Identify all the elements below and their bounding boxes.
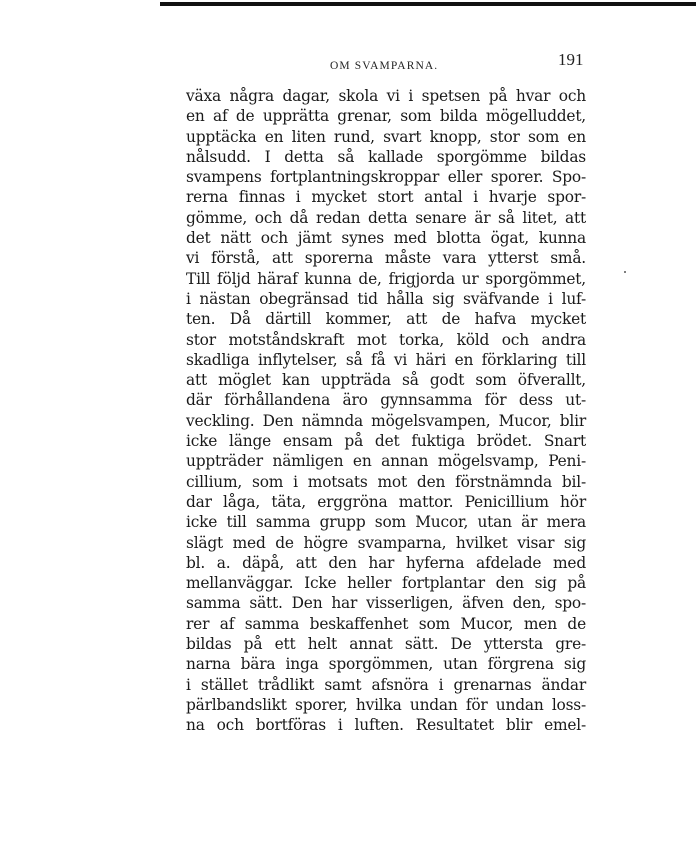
text-line: uppträder nämligen en annan mögelsvamp, Peni- xyxy=(186,452,586,471)
text-line: narna bära inga sporgömmen, utan förgrena sig xyxy=(186,655,586,674)
text-line: icke till samma grupp som Mucor, utan är mera xyxy=(186,513,586,532)
top-rule xyxy=(160,2,696,6)
text-line: stor motståndskraft mot torka, köld och andra xyxy=(186,330,586,349)
page-number: 191 xyxy=(558,50,584,69)
text-line: rerna finnas i mycket stort antal i hvarje spor- xyxy=(186,188,586,207)
text-line: bildas på ett helt annat sätt. De yttersta gre- xyxy=(186,635,586,654)
text-line: gömme, och då redan detta senare är så litet, att xyxy=(186,208,586,227)
text-line: mellanväggar. Icke heller fortplantar den sig på xyxy=(186,574,586,593)
text-line: växa några dagar, skola vi i spetsen på hvar och xyxy=(186,87,586,105)
text-line: bl. a. däpå, att den har hyferna afdelade med xyxy=(186,553,586,572)
body-text xyxy=(186,86,586,736)
text-line: i stället trådlikt samt afsnöra i grenarnas ändar xyxy=(186,675,586,694)
text-line: nålsudd. I detta så kallade sporgömme bildas xyxy=(186,147,586,166)
text-line: i nästan obegränsad tid hålla sig sväfvande i luf- xyxy=(186,289,586,308)
text-line: upptäcka en liten rund, svart knopp, stor som en xyxy=(186,127,586,146)
stray-mark xyxy=(624,271,626,273)
text-line: icke länge ensam på det fuktiga brödet. Snart xyxy=(186,432,586,451)
text-line: na och bortföras i luften. Resultatet blir emel- xyxy=(186,716,586,735)
text-line: att möglet kan uppträda så godt som öfverallt, xyxy=(186,371,586,390)
text-line: samma sätt. Den har visserligen, äfven den, spo- xyxy=(186,594,586,613)
text-line: Till följd häraf kunna de, frigjorda ur sporgömmet, xyxy=(186,269,586,288)
text-line: ten. Då därtill kommer, att de hafva mycket xyxy=(186,310,586,329)
text-line: en af de upprätta grenar, som bilda mögelluddet, xyxy=(186,107,586,126)
text-line: slägt med de högre svamparna, hvilket visar sig xyxy=(186,533,586,552)
running-head: OM SVAMPARNA. xyxy=(330,60,439,72)
text-line: där förhållandena äro gynnsamma för dess ut- xyxy=(186,391,586,410)
text-line: vi förstå, att sporerna måste vara ytterst små. xyxy=(186,249,586,268)
text-line: skadliga inflytelser, så få vi häri en förklaring till xyxy=(186,350,586,369)
text-line: det nätt och jämt synes med blotta ögat, kunna xyxy=(186,229,586,248)
text-line: pärlbandslikt sporer, hvilka undan för undan loss- xyxy=(186,695,586,714)
text-line: dar låga, täta, erggröna mattor. Penicillium hör xyxy=(186,492,586,511)
text-line: cillium, som i motsats mot den förstnämnda bil- xyxy=(186,472,586,491)
text-line: rer af samma beskaffenhet som Mucor, men de xyxy=(186,614,586,633)
text-line: svampens fortplantningskroppar eller sporer. Spo- xyxy=(186,168,586,187)
text-line: veckling. Den nämnda mögelsvampen, Mucor, blir xyxy=(186,411,586,430)
